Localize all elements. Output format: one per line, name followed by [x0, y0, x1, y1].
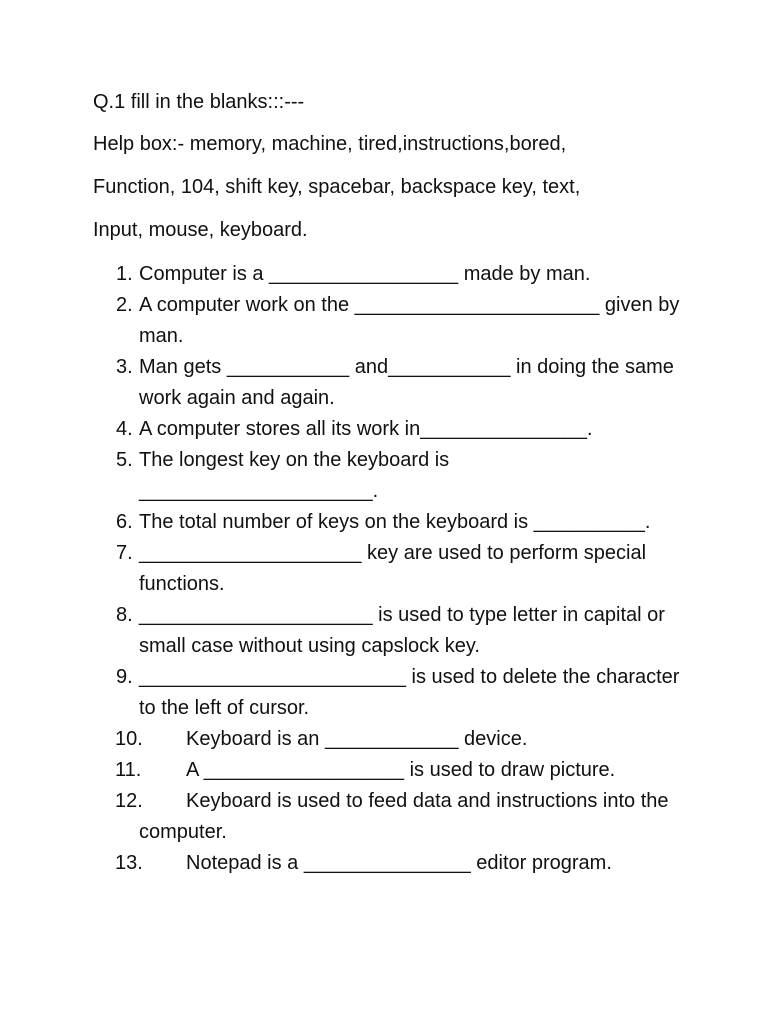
question-item [0, 259, 768, 290]
question-text: A computer stores all its work in_______________. [139, 418, 593, 440]
question-text: Keyboard is used to feed data and instructions into the computer. [139, 790, 669, 843]
question-text: Notepad is a _______________ editor program. [186, 852, 612, 874]
question-number: 2. [116, 294, 133, 316]
question-number: 3. [116, 356, 133, 378]
question-item [0, 352, 768, 414]
question-list [0, 259, 768, 879]
question-number: 6. [116, 511, 133, 533]
question-item [0, 786, 768, 848]
question-text: Keyboard is an ____________ device. [186, 728, 528, 750]
question-text: Computer is a _________________ made by man. [139, 263, 591, 285]
question-number: 12. [115, 790, 143, 812]
question-number: 13. [115, 852, 143, 874]
question-number: 4. [116, 418, 133, 440]
question-item [0, 414, 768, 445]
help-box-line-3: Input, mouse, keyboard. [93, 219, 308, 241]
question-item [0, 724, 768, 755]
question-number: 1. [116, 263, 133, 285]
question-text: A __________________ is used to draw picture. [186, 759, 616, 781]
question-number: 9. [116, 666, 133, 688]
help-box-line-2: Function, 104, shift key, spacebar, backspace key, text, [93, 176, 581, 198]
help-box-line-1: Help box:- memory, machine, tired,instructions,bored, [93, 133, 567, 155]
question-number: 5. [116, 449, 133, 471]
question-text: _____________________ is used to type letter in capital or small case without using capslock key. [139, 604, 665, 657]
question-item [0, 600, 768, 662]
question-item [0, 662, 768, 724]
question-number: 10. [115, 728, 143, 750]
question-number: 8. [116, 604, 133, 626]
question-text: ________________________ is used to delete the character to the left of cursor. [139, 666, 680, 719]
question-text: A computer work on the ______________________ given by man. [139, 294, 680, 347]
question-item [0, 290, 768, 352]
question-text: The longest key on the keyboard is _____________________. [139, 449, 450, 502]
worksheet-title: Q.1 fill in the blanks:::--- [93, 91, 305, 113]
question-number: 7. [116, 542, 133, 564]
question-text: The total number of keys on the keyboard is __________. [139, 511, 651, 533]
question-text: ____________________ key are used to perform special functions. [139, 542, 647, 595]
question-item [0, 848, 768, 879]
question-number: 11. [115, 759, 142, 781]
question-item [0, 538, 768, 600]
question-item [0, 507, 768, 538]
question-item [0, 445, 768, 507]
question-item [0, 755, 768, 786]
question-text: Man gets ___________ and___________ in doing the same work again and again. [139, 356, 674, 409]
